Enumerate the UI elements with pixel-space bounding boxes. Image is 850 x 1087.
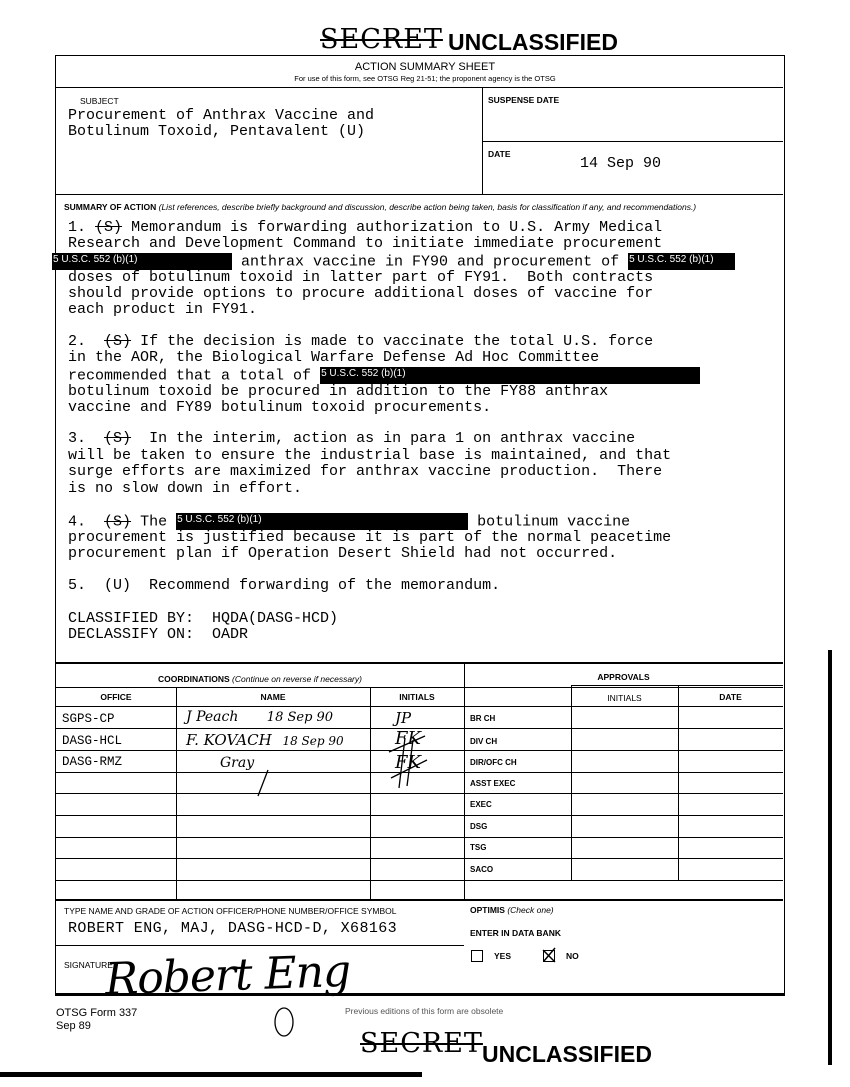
coord-name-2: F. KOVACH 18 Sep 90 xyxy=(186,731,344,749)
redaction-box: 5 U.S.C. 552 (b)(1) xyxy=(320,367,700,384)
para-2-line-5: vaccine and FY89 botulinum toxoid procurements. xyxy=(68,399,492,416)
subject-line-1: Procurement of Anthrax Vaccine and xyxy=(68,107,375,124)
scan-edge-bottom xyxy=(0,1072,422,1077)
para-1-line-3: 5 U.S.C. 552 (b)(1) anthrax vaccine in FY90 and procurement of 5 U.S.C. 552 (b)(1) xyxy=(52,253,735,271)
no-checkbox[interactable] xyxy=(543,950,555,962)
para-2-line-1: 2. (S) If the decision is made to vaccinate the total U.S. force xyxy=(68,333,654,350)
row-line xyxy=(56,837,783,838)
para-3-line-4: is no slow down in effort. xyxy=(68,480,303,497)
header-divider xyxy=(56,87,783,88)
header-office: OFFICE xyxy=(100,692,132,702)
para-1-line-5: should provide options to procure additional doses of vaccine for xyxy=(68,285,654,302)
subject-label: SUBJECT xyxy=(80,96,119,106)
approvals-header-line xyxy=(571,685,783,686)
coord-initials-1: JP xyxy=(395,709,412,727)
initials-scribble xyxy=(385,730,435,790)
coord-office-3: DASG-RMZ xyxy=(62,755,123,769)
approval-tsg: TSG xyxy=(470,843,487,852)
grid-header-line xyxy=(56,687,783,688)
check-mark-icon xyxy=(542,947,556,963)
header-approvals-date: DATE xyxy=(719,692,742,702)
previous-editions: Previous editions of this form are obsolete xyxy=(345,1006,504,1016)
top-struck-marking: SECRET xyxy=(320,24,443,55)
form-note: For use of this form, see OTSG Reg 21-51; the proponent agency is the OTSG xyxy=(294,74,556,83)
coord-office-2: DASG-HCL xyxy=(62,734,123,748)
signature-tail xyxy=(270,1000,300,1040)
para-2-line-2: in the AOR, the Biological Warfare Defense Ad Hoc Committee xyxy=(68,349,600,366)
form-number: OTSG Form 337 xyxy=(56,1007,138,1019)
subject-bottom xyxy=(56,194,783,195)
grid-top xyxy=(56,662,783,664)
bottom-struck-marking: SECRET xyxy=(360,1028,483,1059)
para-2-line-3: recommended that a total of 5 U.S.C. 552 (b)(1) xyxy=(68,367,700,385)
para-2-line-4: botulinum toxoid be procured in addition to the FY88 anthrax xyxy=(68,383,609,400)
para-3-line-3: surge efforts are maximized for anthrax vaccine production. There xyxy=(68,463,663,480)
redaction-box: 5 U.S.C. 552 (b)(1) xyxy=(176,513,468,530)
coord-initials-3: FK xyxy=(395,752,421,773)
approval-saco: SACO xyxy=(470,865,494,874)
row-line xyxy=(56,706,783,707)
coordinations-title: COORDINATIONS (Continue on reverse if necessary) xyxy=(158,674,362,684)
para-5: 5. (U) Recommend forwarding of the memorandum. xyxy=(68,577,501,594)
yes-label: YES xyxy=(494,951,512,961)
para-4-line-1: 4. (S) The 5 U.S.C. 552 (b)(1) botulinum vaccine xyxy=(68,513,631,531)
para-4-line-2: procurement is justified because it is part of the normal peacetime xyxy=(68,529,672,546)
declassify-on: DECLASSIFY ON: OADR xyxy=(68,626,249,643)
redaction-box: 5 U.S.C. 552 (b)(1) xyxy=(628,253,735,270)
para-4-line-3: procurement plan if Operation Desert Shield had not occurred. xyxy=(68,545,618,562)
para-3-line-2: will be taken to ensure the industrial base is maintained, and that xyxy=(68,447,672,464)
date-label: DATE xyxy=(488,149,511,159)
para-1-line-1: 1. (S) Memorandum is forwarding authorization to U.S. Army Medical xyxy=(68,219,663,236)
officer-label: TYPE NAME AND GRADE OF ACTION OFFICER/PHONE NUMBER/OFFICE SYMBOL xyxy=(64,906,397,916)
approvals-title: APPROVALS xyxy=(597,672,650,682)
yes-checkbox[interactable] xyxy=(471,950,483,962)
redaction-box: 5 U.S.C. 552 (b)(1) xyxy=(52,253,232,270)
suspense-divider xyxy=(482,141,783,142)
header-approvals-initials: INITIALS xyxy=(607,693,642,703)
row-line xyxy=(56,880,783,881)
optimis-label: OPTIMIS (Check one) xyxy=(470,905,554,915)
coord-name-1: J Peach 18 Sep 90 xyxy=(186,709,334,725)
approval-exec: EXEC xyxy=(470,800,492,809)
approval-div-ch: DIV CH xyxy=(470,737,498,746)
approval-br-ch: BR CH xyxy=(470,714,496,723)
row-line xyxy=(56,815,783,816)
approval-asst-exec: ASST EXEC xyxy=(470,779,516,788)
handwriting-stroke xyxy=(240,768,280,808)
classified-by: CLASSIFIED BY: HQDA(DASG-HCD) xyxy=(68,610,339,627)
approval-dsg: DSG xyxy=(470,822,488,831)
coord-office-1: SGPS-CP xyxy=(62,712,115,726)
header-name: NAME xyxy=(260,692,286,702)
bottom-classification: UNCLASSIFIED xyxy=(482,1041,652,1067)
para-1-line-4: doses of botulinum toxoid in latter part of FY91. Both contracts xyxy=(68,269,654,286)
col-line xyxy=(571,685,572,880)
grid-split xyxy=(464,662,465,900)
row-line xyxy=(56,793,783,794)
summary-label: SUMMARY OF ACTION (List references, describe briefly background and discussion, describe action being taken, basis for classification if any, and recommendations.) xyxy=(64,202,697,212)
para-3-line-1: 3. (S) In the interim, action as in para 1 on anthrax vaccine xyxy=(68,430,636,447)
approval-dir-ofc-ch: DIR/OFC CH xyxy=(470,758,517,767)
signature-label: SIGNATURE xyxy=(64,960,113,970)
form-date: Sep 89 xyxy=(56,1020,91,1032)
data-bank-label: ENTER IN DATA BANK xyxy=(470,928,561,938)
top-classification: UNCLASSIFIED xyxy=(448,29,618,55)
grid-bottom xyxy=(56,899,783,901)
signature: Robert Eng xyxy=(104,945,351,1006)
form-title: ACTION SUMMARY SHEET xyxy=(354,61,496,73)
para-1-line-2: Research and Development Command to initiate immediate procurement xyxy=(68,235,663,252)
scan-edge-right xyxy=(828,650,832,1065)
date-value: 14 Sep 90 xyxy=(580,155,662,172)
subject-line-2: Botulinum Toxoid, Pentavalent (U) xyxy=(68,123,366,140)
suspense-date-label: SUSPENSE DATE xyxy=(488,95,560,105)
header-initials: INITIALS xyxy=(399,692,435,702)
no-label: NO xyxy=(566,951,579,961)
coord-initials-2: FK xyxy=(395,728,421,749)
officer-value: ROBERT ENG, MAJ, DASG-HCD-D, X68163 xyxy=(68,920,398,937)
signature-divider xyxy=(56,945,464,946)
para-1-line-6: each product in FY91. xyxy=(68,301,258,318)
col-line xyxy=(678,685,679,880)
row-line xyxy=(56,858,783,859)
coord-name-3: Gray xyxy=(220,755,255,771)
